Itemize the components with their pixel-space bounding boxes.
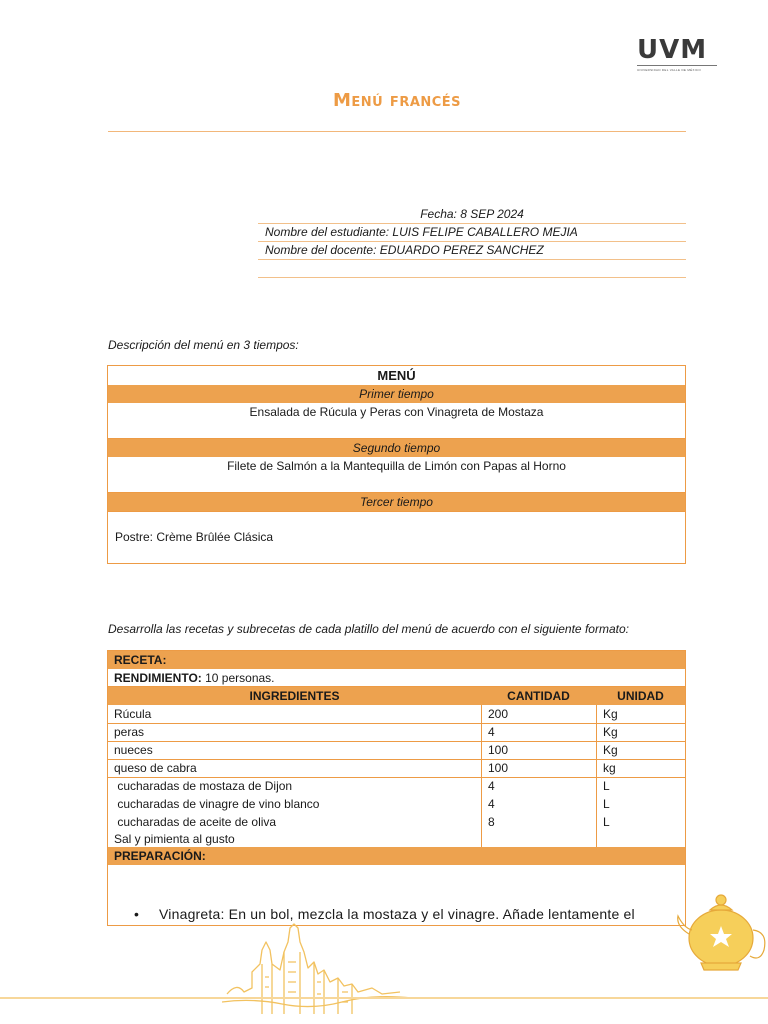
teapot-icon [676,878,766,978]
ingredient-qty: 8 [488,815,495,829]
col-cantidad: CANTIDAD [507,689,570,703]
date-text: Fecha: 8 SEP 2024 [420,207,524,221]
ingredient-name: queso de cabra [114,761,197,775]
logo-text: UVM [637,35,708,65]
ingredient-qty: 200 [488,707,509,721]
ingredient-unit: kg [603,761,616,775]
menu-header: MENÚ [377,368,416,383]
student-name: Nombre del estudiante: LUIS FELIPE CABALLERO MEJIA [265,225,578,239]
ingredient-name: Sal y pimienta al gusto [114,832,235,846]
columns-header [108,687,685,705]
ingredient-unit: L [603,815,610,829]
ingredient-name: nueces [114,743,153,757]
ingredient-unit: L [603,797,610,811]
city-skyline-icon [222,922,412,1017]
ingredient-unit: Kg [603,707,618,721]
course-dish-1: Ensalada de Rúcula y Peras con Vinagreta de Mostaza [249,405,544,419]
ingredient-unit: L [603,779,610,793]
recipe-intro: Desarrolla las recetas y subrecetas de cada platillo del menú de acuerdo con el siguiente formato: [108,622,629,636]
title-divider [108,131,686,132]
ingredient-unit: Kg [603,743,618,757]
ingredient-qty: 100 [488,761,509,775]
logo-underline [637,65,717,66]
course-label-2: Segundo tiempo [108,439,685,457]
menu-intro: Descripción del menú en 3 tiempos: [108,338,299,352]
page-title: Menú francés [332,90,462,111]
col-ingredientes: INGREDIENTES [249,689,340,703]
logo-subtitle: UNIVERSIDAD DEL VALLE DE MÉXICO [637,68,701,72]
uvm-logo [637,36,721,74]
ingredient-unit: Kg [603,725,618,739]
teacher-field [258,242,686,260]
column-divider [481,705,482,847]
ingredient-qty: 100 [488,743,509,757]
footer-divider [0,997,768,999]
column-divider [596,705,597,847]
col-unidad: UNIDAD [617,689,664,703]
course-label-1: Primer tiempo [108,385,685,403]
student-field [258,224,686,242]
recipe-table [107,650,686,926]
course-label-3: Tercer tiempo [108,493,685,511]
ingredient-qty: 4 [488,725,495,739]
blank-field [258,260,686,278]
ingredient-qty: 4 [488,779,495,793]
ingredient-name: cucharadas de mostaza de Dijon [114,779,293,793]
course-dish-3: Postre: Crème Brûlée Clásica [115,530,274,544]
receta-label: RECETA: [108,651,685,669]
ingredient-name: cucharadas de vinagre de vino blanco [114,797,320,811]
bullet-icon: • [134,906,139,922]
ingredient-name: peras [114,725,145,739]
ingredient-qty: 4 [488,797,495,811]
rendimiento-row [114,669,275,687]
row-divider [108,741,685,742]
row-divider [108,723,685,724]
ingredient-name: Rúcula [114,707,152,721]
rendimiento-value: 10 personas. [201,671,275,685]
menu-table [107,365,686,564]
ingredient-name: cucharadas de aceite de oliva [114,815,277,829]
course-dish-2: Filete de Salmón a la Mantequilla de Limón con Papas al Horno [227,459,566,473]
preparacion-label: PREPARACIÓN: [108,847,685,865]
preparation-step: Vinagreta: En un bol, mezcla la mostaza y el vinagre. Añade lentamente el [159,906,635,922]
teacher-name: Nombre del docente: EDUARDO PEREZ SANCHEZ [265,243,544,257]
menu-divider [108,511,685,512]
rendimiento-label: RENDIMIENTO: [114,671,202,685]
date-field [258,206,686,224]
